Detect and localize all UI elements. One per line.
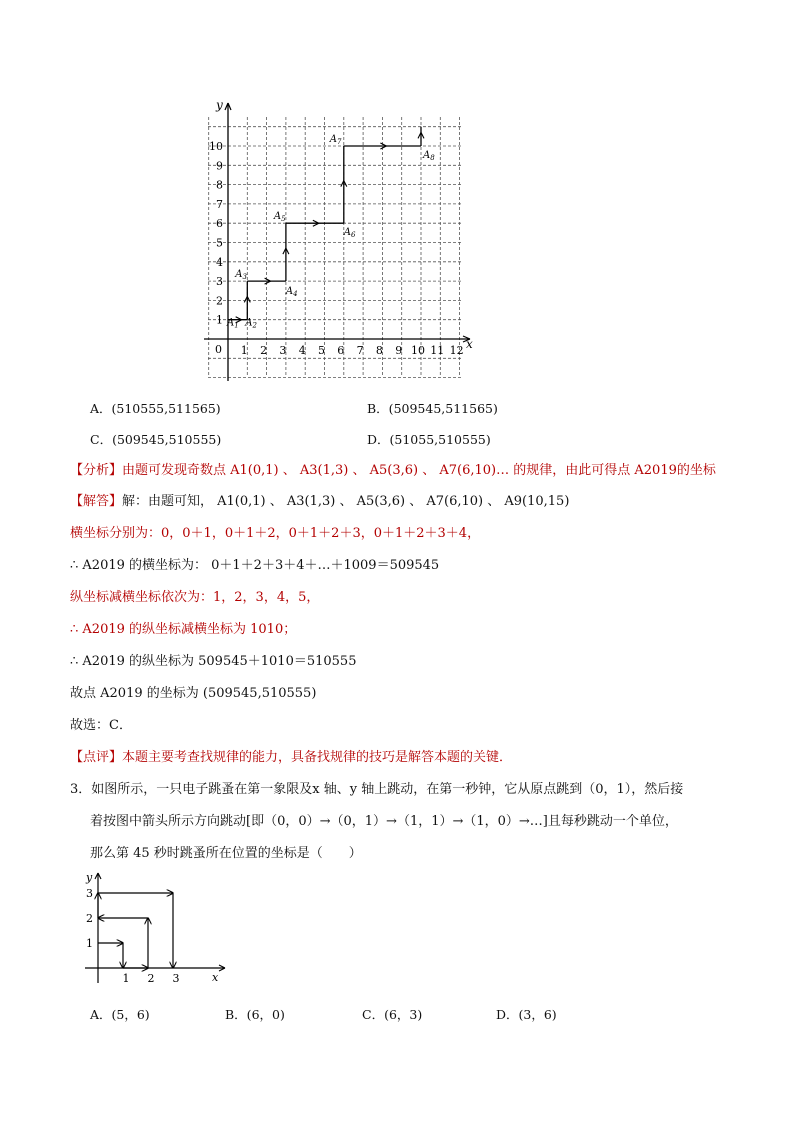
analysis-text: 由题可发现奇数点 A1(0,1) 、 A3(1,3) 、 A5(3,6) 、 A7(6,10)… 的规律，由此可得点 A2019的坐标 <box>122 463 716 478</box>
x-tick-label: 10 <box>411 344 425 357</box>
question3-line-2: 着按图中箭头所示方向跳动[即（0，0）→（0，1）→（1，1）→（1，0）→…]且每秒跳动一个单位， <box>90 814 678 829</box>
x-tick-label: 3 <box>279 344 287 357</box>
solution-line-2: 横坐标分别为：0，0＋1，0＋1＋2，0＋1＋2＋3，0＋1＋2＋3＋4， <box>70 526 481 541</box>
q3-option-a[interactable]: A．(5，6) <box>90 1007 150 1022</box>
q3-option-d[interactable]: D．(3，6) <box>496 1007 557 1022</box>
x-axis-label: x <box>466 337 473 351</box>
y-tick-label: 2 <box>86 912 93 925</box>
x-tick-label: 3 <box>172 972 180 985</box>
staircase-figure <box>200 95 480 385</box>
x-tick-label: 7 <box>356 344 364 357</box>
flea-path <box>85 871 225 985</box>
solution-line-1 <box>70 493 569 511</box>
y-tick-label: 3 <box>216 275 223 289</box>
point-label: $A_3$ <box>235 269 248 282</box>
q3-option-b[interactable]: B．(6，0) <box>225 1007 285 1022</box>
solution-line-3: ∴ A2019 的横坐标为： 0＋1＋2＋3＋4＋…＋1009＝509545 <box>70 558 440 573</box>
flea-path-figure <box>85 865 235 985</box>
x-tick-label: 2 <box>147 972 155 985</box>
point-label: $A_6$ <box>343 227 356 240</box>
x-tick-label: 8 <box>375 344 383 357</box>
solution-line-5: ∴ A2019 的纵坐标减横坐标为 1010； <box>70 622 297 637</box>
y-tick-label: 5 <box>216 236 223 250</box>
option-a[interactable]: A．(510555,511565) <box>90 401 221 416</box>
comment-line <box>70 749 512 767</box>
y-tick-label: 10 <box>209 140 223 153</box>
solution-line-7: 故点 A2019 的坐标为 (509545,510555) <box>70 686 317 701</box>
solution-line-6: ∴ A2019 的纵坐标为 509545＋1010＝510555 <box>70 654 357 669</box>
comment-text: 本题主要考查找规律的能力，具备找规律的技巧是解答本题的关键． <box>122 750 513 765</box>
y-tick-label: 8 <box>216 178 223 192</box>
y-tick-label: 1 <box>86 937 93 950</box>
x-tick-label: 1 <box>240 344 248 357</box>
y-tick-label: 2 <box>216 294 223 308</box>
solution-tag: 【解答】 <box>70 494 123 509</box>
y-tick-label: 6 <box>216 217 223 231</box>
y-tick-label: 4 <box>216 255 223 269</box>
point-label: $A_7$ <box>329 134 342 146</box>
question3-line-3: 那么第 45 秒时跳蚤所在位置的坐标是（ ） <box>90 846 362 861</box>
option-d[interactable]: D．(51055,510555) <box>367 432 491 447</box>
solution-line-4: 纵坐标减横坐标依次为：1，2，3，4，5， <box>70 590 320 605</box>
y-tick-label: 9 <box>216 159 223 173</box>
y-axis-label: y <box>86 871 93 884</box>
solution-line-8: 故选：C． <box>70 718 132 733</box>
point-label: $A_1$ <box>227 317 239 330</box>
point-label: $A_8$ <box>423 150 435 162</box>
x-tick-label: 4 <box>298 344 306 357</box>
x-tick-label: 12 <box>449 344 464 357</box>
option-c[interactable]: C．(509545,510555) <box>90 432 222 447</box>
comment-tag: 【点评】 <box>70 750 123 765</box>
x-axis-label: x <box>212 971 219 984</box>
point-label: $A_2$ <box>245 317 258 330</box>
q3-option-c[interactable]: C．(6，3) <box>362 1007 423 1022</box>
point-label: $A_5$ <box>273 211 286 224</box>
point-label: $A_4$ <box>285 286 298 299</box>
option-b[interactable]: B．(509545,511565) <box>367 401 498 416</box>
x-tick-label: 5 <box>318 344 325 357</box>
x-tick-label: 6 <box>337 344 345 357</box>
x-tick-label: 11 <box>430 344 445 357</box>
analysis-line <box>70 462 716 480</box>
analysis-tag: 【分析】 <box>70 463 123 478</box>
solution-text-1: 解：由题可知， A1(0,1) 、 A3(1,3) 、 A5(3,6) 、 A7(6,10) 、 A9(10,15) <box>122 494 570 509</box>
staircase-path <box>228 127 424 323</box>
y-axis-label: y <box>216 98 223 112</box>
y-tick-label: 7 <box>216 197 223 211</box>
x-tick-label: 1 <box>122 972 130 985</box>
question3-line-1: 3．如图所示，一只电子跳蚤在第一象限及x 轴、y 轴上跳动，在第一秒钟，它从原点跳到（0，1），然后接 <box>70 782 684 797</box>
x-tick-label: 2 <box>260 344 268 357</box>
y-tick-label: 1 <box>216 313 223 327</box>
y-tick-label: 3 <box>86 887 93 900</box>
figure-labels <box>209 98 473 357</box>
x-tick-label: 9 <box>395 344 403 357</box>
origin-label: 0 <box>215 343 222 356</box>
